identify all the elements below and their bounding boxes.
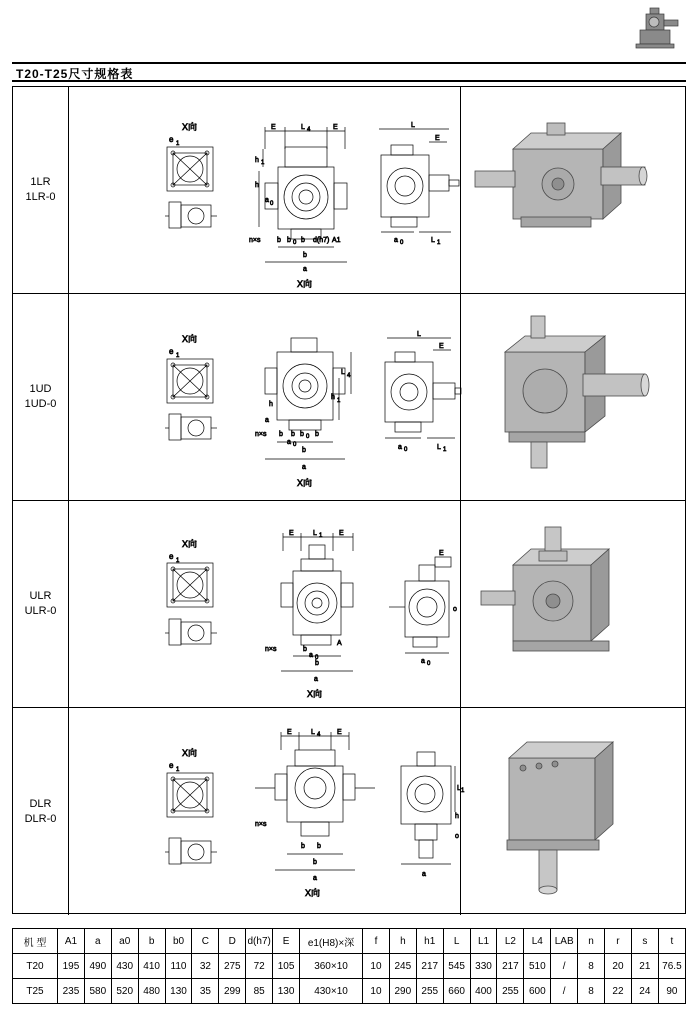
table-row	[13, 708, 685, 915]
svg-text:e: e	[169, 135, 174, 144]
spec-cell: 255	[416, 979, 443, 1004]
spec-cell: 410	[138, 954, 165, 979]
spec-header-cell: E	[273, 929, 300, 954]
svg-text:L: L	[313, 530, 317, 537]
dimension-drawing-1lr-icon	[69, 87, 461, 293]
svg-text:0: 0	[315, 655, 319, 661]
spec-header-cell: LAB	[551, 929, 578, 954]
svg-text:1: 1	[461, 788, 465, 794]
spec-header-cell: h	[389, 929, 416, 954]
svg-text:X向: X向	[182, 748, 198, 758]
table-row	[13, 294, 685, 501]
gearbox-photo-1ud-icon	[461, 294, 685, 500]
svg-text:L: L	[431, 237, 435, 244]
spec-cell: 510	[524, 954, 551, 979]
spec-cell: 130	[273, 979, 300, 1004]
dimension-drawing-ulr-icon	[69, 501, 461, 707]
spec-cell: 360×10	[300, 954, 363, 979]
spec-header-cell: d(h7)	[246, 929, 273, 954]
model-label-line2: DLR-0	[24, 812, 57, 825]
model-label-line1: 1UD	[29, 383, 52, 395]
model-label-cell	[13, 87, 69, 293]
svg-text:4: 4	[307, 127, 311, 133]
svg-text:h: h	[455, 813, 459, 820]
spec-header-cell: r	[605, 929, 632, 954]
spec-cell: 217	[497, 954, 524, 979]
spec-cell: 8	[578, 979, 605, 1004]
svg-text:X向: X向	[305, 888, 321, 898]
svg-text:1: 1	[319, 533, 323, 539]
svg-text:E: E	[271, 124, 276, 131]
dimension-drawing-1ud-icon	[69, 294, 461, 500]
spec-cell: 660	[443, 979, 470, 1004]
spec-header-cell: a0	[111, 929, 138, 954]
spec-cell: 299	[219, 979, 246, 1004]
spec-cell: /	[551, 979, 578, 1004]
spec-header-cell: h1	[416, 929, 443, 954]
svg-text:o: o	[453, 606, 457, 613]
svg-text:b: b	[301, 237, 305, 244]
svg-text:0: 0	[400, 240, 404, 246]
model-label-line1: DLR	[29, 797, 52, 810]
spec-cell: 21	[631, 954, 658, 979]
spec-cell: T25	[13, 979, 58, 1004]
svg-text:h: h	[255, 182, 259, 189]
svg-text:E: E	[439, 343, 444, 350]
models-table	[12, 86, 686, 914]
svg-text:E: E	[339, 530, 344, 537]
spec-cell: 400	[470, 979, 497, 1004]
svg-text:b: b	[315, 431, 319, 438]
model-label-line2: ULR-0	[24, 605, 57, 617]
svg-text:1: 1	[176, 353, 180, 359]
svg-text:L: L	[417, 331, 421, 338]
spec-cell: 430	[111, 954, 138, 979]
svg-text:4: 4	[317, 732, 321, 738]
svg-text:a: a	[421, 658, 425, 665]
spec-cell: 35	[192, 979, 219, 1004]
svg-text:1: 1	[261, 160, 265, 166]
svg-text:0: 0	[427, 661, 431, 667]
svg-text:X向: X向	[297, 478, 313, 488]
svg-text:0: 0	[306, 434, 310, 440]
svg-text:a: a	[303, 266, 307, 273]
spec-cell: 255	[497, 979, 524, 1004]
spec-cell: /	[551, 954, 578, 979]
spec-cell: 275	[219, 954, 246, 979]
svg-text:1: 1	[176, 767, 180, 773]
spec-cell: 24	[631, 979, 658, 1004]
svg-text:L: L	[311, 729, 315, 736]
svg-text:b: b	[303, 646, 307, 653]
svg-text:b: b	[287, 237, 291, 244]
spec-header-cell: C	[192, 929, 219, 954]
spec-header-cell: 机 型	[13, 929, 58, 954]
spec-cell: 480	[138, 979, 165, 1004]
spec-cell: 217	[416, 954, 443, 979]
spec-cell: 545	[443, 954, 470, 979]
svg-text:h: h	[331, 394, 335, 401]
spec-table-header-row	[13, 929, 686, 954]
svg-text:E: E	[337, 729, 342, 736]
svg-text:n×s: n×s	[249, 237, 261, 244]
spec-cell: 90	[658, 979, 685, 1004]
spec-header-cell: e1(H8)×深	[300, 929, 363, 954]
svg-text:b: b	[300, 431, 304, 438]
svg-text:e: e	[169, 347, 174, 356]
svg-text:a: a	[394, 237, 398, 244]
spec-cell: 8	[578, 954, 605, 979]
spec-cell: 580	[84, 979, 111, 1004]
spec-cell: 110	[165, 954, 192, 979]
model-label-cell	[13, 501, 69, 707]
svg-text:e: e	[169, 761, 174, 770]
spec-header-cell: t	[658, 929, 685, 954]
spec-header-cell: D	[219, 929, 246, 954]
spec-table-row	[13, 979, 686, 1004]
gearbox-logo-icon	[630, 4, 684, 52]
svg-text:a: a	[313, 875, 317, 882]
spec-cell: 22	[605, 979, 632, 1004]
spec-header-cell: L	[443, 929, 470, 954]
svg-text:E: E	[333, 124, 338, 131]
svg-text:E: E	[439, 550, 444, 557]
svg-text:L: L	[437, 444, 441, 451]
spec-cell: 85	[246, 979, 273, 1004]
spec-header-cell: L2	[497, 929, 524, 954]
spec-cell: 32	[192, 954, 219, 979]
table-row	[13, 87, 685, 294]
spec-cell: 72	[246, 954, 273, 979]
svg-text:1: 1	[337, 398, 341, 404]
dimension-drawing-dlr-icon	[69, 708, 465, 915]
svg-text:1: 1	[176, 558, 180, 564]
svg-text:a: a	[309, 652, 313, 659]
svg-text:n×s: n×s	[255, 431, 267, 438]
spec-header-cell: L1	[470, 929, 497, 954]
svg-text:b: b	[303, 252, 307, 259]
svg-text:e: e	[169, 552, 174, 561]
svg-text:L: L	[341, 369, 345, 376]
spec-cell: 245	[389, 954, 416, 979]
spec-cell: 20	[605, 954, 632, 979]
gearbox-photo-dlr-icon	[461, 708, 685, 915]
spec-cell: 490	[84, 954, 111, 979]
spec-header-cell: b0	[165, 929, 192, 954]
spec-cell: 10	[363, 979, 390, 1004]
spec-cell: 330	[470, 954, 497, 979]
model-label-line1: ULR	[29, 590, 52, 602]
svg-text:1: 1	[437, 240, 441, 246]
svg-text:E: E	[287, 729, 292, 736]
svg-text:b: b	[291, 431, 295, 438]
svg-text:X向: X向	[182, 539, 198, 549]
svg-text:1: 1	[443, 447, 447, 453]
spec-header-cell: n	[578, 929, 605, 954]
spec-header-cell: s	[631, 929, 658, 954]
table-row	[13, 501, 685, 708]
svg-text:X向: X向	[307, 689, 323, 699]
spec-header-cell: b	[138, 929, 165, 954]
svg-text:X向: X向	[297, 279, 313, 289]
svg-text:b: b	[301, 843, 305, 850]
svg-text:a: a	[265, 417, 269, 424]
svg-text:h: h	[255, 157, 259, 164]
svg-text:a: a	[398, 444, 402, 451]
spec-table	[12, 928, 686, 1004]
model-label-cell	[13, 708, 69, 915]
svg-text:a: a	[314, 676, 318, 683]
svg-text:b: b	[315, 660, 319, 667]
svg-text:E: E	[289, 530, 294, 537]
svg-text:a: a	[422, 871, 426, 878]
page-title: T20-T25尺寸规格表	[16, 67, 134, 81]
svg-text:L: L	[301, 124, 305, 131]
svg-text:A1: A1	[332, 237, 341, 244]
spec-header-cell: f	[363, 929, 390, 954]
svg-text:X向: X向	[182, 122, 198, 132]
svg-text:a: a	[287, 439, 291, 446]
svg-text:b: b	[277, 237, 281, 244]
svg-text:b: b	[279, 431, 283, 438]
svg-text:d(h7): d(h7)	[313, 237, 330, 244]
spec-header-cell: L4	[524, 929, 551, 954]
svg-text:a: a	[302, 464, 306, 471]
spec-cell: 520	[111, 979, 138, 1004]
model-label-line2: 1LR-0	[25, 191, 56, 203]
spec-table-row	[13, 954, 686, 979]
spec-cell: 105	[273, 954, 300, 979]
page-title-bar	[12, 62, 686, 82]
gearbox-photo-ulr-icon	[461, 501, 685, 707]
spec-cell: 235	[58, 979, 85, 1004]
spec-cell: 130	[165, 979, 192, 1004]
svg-text:b: b	[302, 447, 306, 454]
model-label-cell	[13, 294, 69, 500]
spec-cell: 600	[524, 979, 551, 1004]
model-label-line2: 1UD-0	[24, 398, 57, 410]
spec-cell: 76.5	[658, 954, 685, 979]
svg-text:o: o	[455, 833, 459, 840]
svg-text:1: 1	[176, 141, 180, 147]
svg-text:0: 0	[293, 442, 297, 448]
spec-cell: 195	[58, 954, 85, 979]
svg-text:b: b	[313, 859, 317, 866]
svg-text:a: a	[265, 197, 269, 204]
svg-text:4: 4	[347, 373, 351, 379]
svg-text:0: 0	[293, 240, 297, 246]
svg-text:0: 0	[270, 201, 274, 207]
gearbox-photo-1lr-icon	[461, 87, 685, 293]
svg-text:b: b	[317, 843, 321, 850]
spec-header-cell: a	[84, 929, 111, 954]
spec-cell: 10	[363, 954, 390, 979]
svg-text:E: E	[435, 135, 440, 142]
svg-text:h: h	[269, 401, 273, 408]
svg-text:L: L	[411, 122, 415, 129]
spec-cell: T20	[13, 954, 58, 979]
spec-header-cell: A1	[58, 929, 85, 954]
svg-text:n×s: n×s	[265, 646, 277, 653]
spec-cell: 430×10	[300, 979, 363, 1004]
svg-text:A: A	[337, 640, 342, 647]
svg-text:0: 0	[404, 447, 408, 453]
svg-text:n×s: n×s	[255, 821, 267, 828]
model-label-line1: 1LR	[30, 176, 51, 188]
svg-text:X向: X向	[182, 334, 198, 344]
spec-cell: 290	[389, 979, 416, 1004]
svg-text:L: L	[457, 785, 461, 792]
